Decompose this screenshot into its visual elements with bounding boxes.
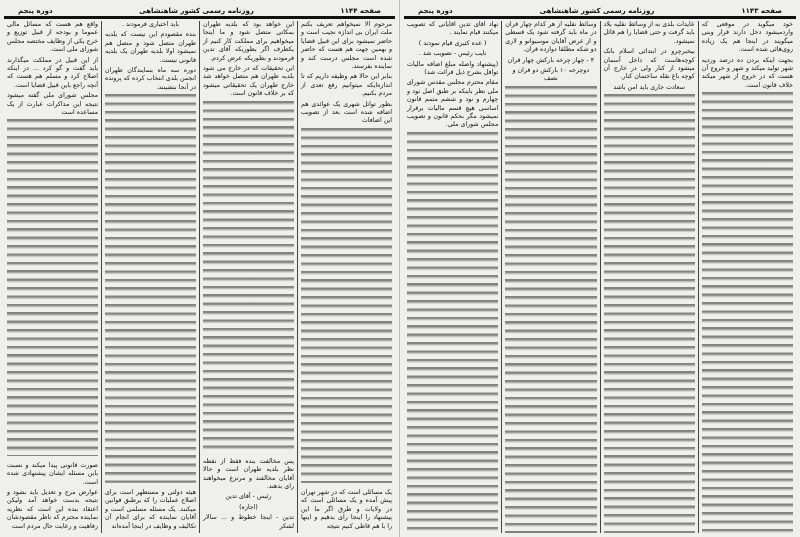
text-column: [698, 21, 796, 533]
paragraph: بنابر این حالا هم وظیفه داریم که تا اندازه‌ایکه میتوانیم رفع تعدی از مردم بکنیم.: [301, 73, 392, 98]
paragraph: ۴ - چهار چرخه بارکش چهار قران: [507, 56, 595, 64]
paragraph: ( عده کثیری قیام نمودند ): [418, 39, 487, 47]
paragraph: عایدات بلدی به از وسائط نقلیه بلاد باید گرفت و حتی قضایا را هم قائل نمیشود.: [603, 21, 695, 45]
paragraph: بنده مقصودم این نیست که بلدیه طهران متصل شود و منصل هم نمیشود اولا بلدیه طهران یک بلدیه قانونی نیست.: [105, 31, 196, 64]
paragraph: مجلس شورای ملی گفته میشود نتیجه این مذاکرات عبارت از یک مساعده است: [7, 92, 98, 117]
illegible-text-block: [407, 132, 498, 533]
illegible-text-block: [7, 119, 98, 455]
paragraph: هیئه دولتی و مستظهر است برای اصلاح عملیات را که برطبق قوانین میکنند. یک مسئله مسلمی است و آقایان نماینده که برای انجام آن تکالیف و وظایف در اینجا آمده‌اند: [105, 488, 196, 530]
text-column: [101, 21, 199, 533]
illegible-text-block: [105, 94, 196, 483]
paragraph: نایب رئیس - تصویب شد .: [418, 50, 487, 58]
page-number: صفحه ۱۱۴۴: [340, 7, 381, 15]
illegible-text-block: [702, 92, 793, 533]
paragraph: این خواهد بود که بلدیه طهران بمکانی متصل شود و ما اینجا میخواهیم برای مملکت کار کنیم از یکطرف اگر بطوریکه آقای تدین فرمودند و بطوریکه عرض کردم.: [203, 21, 294, 62]
left-page-columns: [4, 21, 395, 533]
header-rule: [404, 16, 796, 19]
text-column: [199, 21, 297, 533]
paragraph: پس مخالفت بنده فقط از نقطه نظر بلدیه طهران است و حالا آقایان مخالفند و مرتزع میخواهند رای بدهند.: [203, 457, 294, 490]
right-page-columns: [404, 21, 796, 533]
paragraph: مقام محترم مجلس مقدس شورای ملی نظر باینکه بر طبق اصل نود و چهارم و نود و ششم متمم قانون اساسی هیچ قسم مالیات برقرار نمیشود مگر بحکم قانون و تصویب مجلس شورای ملی.: [407, 79, 499, 129]
paragraph: بجهت اینکه بردن ده درصد وردیه شهر تولید میکند و شهر و خروج آن هست که در خروج از شهر میکند خلاف قانون است.: [701, 56, 793, 89]
illegible-text-block: [604, 94, 695, 533]
illegible-text-block: [203, 101, 294, 452]
left-page-header: [4, 3, 395, 15]
paragraph: عوارض مرج و تعدیل باید بشود و نتیجه بدست خواهد آمد ولیکن اعتقاد بنده این است که نظریه نماینده محترم که ناظر مقصودشان رفاهیت و رعایت حال مردم است: [7, 488, 98, 530]
paragraph: سعادت جاری باید امن باشد: [613, 83, 685, 91]
paragraph: رئیس - آقای تدین: [225, 493, 272, 501]
paragraph: باید اختیاری فرمودند .: [121, 21, 180, 28]
page-number: صفحه ۱۱۴۳: [741, 7, 782, 15]
paragraph: دوره سه ماه بنمایندگان طهران انجمن بلدی انتخاب کرده که پرونده در آنجا بنشینند.: [105, 67, 196, 91]
paragraph: بیخبرچرو در ابتدائی اسلام بانک کوچه‌هاست که داخل آسمان میشود از کنار ولی در خارج آن کوچه باغ نقله ساختمان کنار.: [603, 48, 695, 81]
header-rule: [4, 16, 395, 19]
paragraph: وسائط نقلیه از هر کدام چهار قران در ماه باید گرفته شود یک قسطی و از عرض آقایان موسیوانو و لاری دو شکه مطلقا دوازده قران.: [505, 21, 597, 54]
illegible-text-block: [505, 86, 596, 533]
text-column: [501, 21, 599, 533]
newspaper-title: روزنامه رسمی کشور شاهنشاهی: [139, 7, 254, 15]
paragraph: واقع هم هست که مسائل مالی عموما و بودجه از قبیل توزیع و خرج یکی از وظایف مختصه مجلس شورای ملی است.: [7, 21, 98, 54]
period-label: دوره پنجم: [18, 7, 53, 15]
illegible-text-block: [301, 128, 392, 483]
paragraph: نهاد آقای تدین آقایانی که تصویب میکنند قیام نمایند .: [407, 21, 499, 37]
right-page-header: [404, 3, 796, 15]
paragraph: (اجازه): [239, 503, 258, 511]
right-page: [400, 0, 800, 537]
paragraph: دوچرخه ۱۰ بارکش دو قران و نصف: [512, 67, 590, 83]
paragraph: این تحقیقات که در خارج می شود بلدیه طهران هم متصل خواهد شد خارج طهران یک تحقیقاتی میشود که بر خلاف قانون است.: [203, 65, 294, 98]
paragraph: خود میگوید در موقعی که واردمیشود دخل دارند قرار وبنی میگویند در اینجا هم یک زیاده روی‌هائی شده است.: [701, 21, 793, 54]
newspaper-title: روزنامه رسمی کشور شاهنشاهی: [539, 7, 655, 15]
text-column: [4, 21, 101, 533]
period-label: دوره پنجم: [418, 7, 453, 15]
paragraph: صورت قانونی پیدا میکند و نسبت باین مسئله ایشان پیشنهادی شده است.: [7, 461, 98, 486]
paragraph: تدین - اینجا خطوط و ... سالار لشکر: [203, 514, 294, 530]
paragraph: بطور تواتل شهری یک عوائدی هم اضافه شده است بعد از تصویب این اضافات: [301, 100, 392, 125]
paragraph: (پیشنهاد واصله مبلغ اضافه مالیات توافل بشرح ذیل قرائت شد): [407, 60, 499, 77]
text-column: [600, 21, 698, 533]
text-column: [297, 21, 395, 533]
paragraph: از این قبیل در مملکت میگذارند باید گفت و گو کرد ... در اینکه اصلاح کرد و مسلم هم هست که آنچه راجع باین قبیل قضایا است.: [7, 56, 98, 89]
paragraph: یک مسائلی است که در شهر تهران پیش آمده و یک مسائلی است که در ولایات و طرق اگر ما این پیشنهاد را اینجا رای بدهیم و اینها را با هم قاطی کنیم نتیجه: [301, 488, 392, 530]
paragraph: مرحوم الا نمیخواهم تعریف بکنم ملت ایران بی اندازه نجیب است و حاضر نمیشود برای این قبیل قضایا و بهمین جهت هم هست که حاضر شده است مجلس درست کند و نماینده بفرستد.: [301, 21, 392, 71]
text-column: [404, 21, 501, 533]
